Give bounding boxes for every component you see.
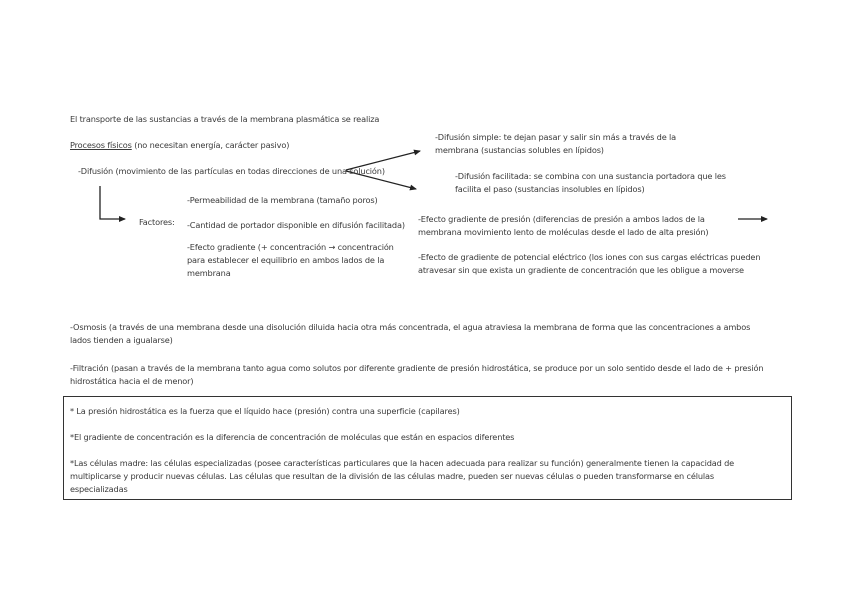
diffusion-text: -Difusión (movimiento de las partículas en todas direcciones de una solución) xyxy=(78,166,385,176)
simple-diffusion-text: -Difusión simple: te dejan pasar y salir sin más a través de la membrana (sustancias solubles en lípidos) xyxy=(435,132,677,155)
potential-gradient-text: -Efecto de gradiente de potencial eléctrico (los iones con sus cargas eléctricas pueden atravesar sin que exista un gradiente de concentración que les obligue a moverse xyxy=(418,252,761,275)
factors-label: Factores: xyxy=(139,217,175,227)
arrow-to-factors xyxy=(100,186,125,219)
filtration-text: -Filtración (pasan a través de la membrana tanto agua como solutos por diferente gradiente de presión hidrostática, se produce por un solo sentido desde el lado de + presión hidrostática hacia el de menor) xyxy=(70,363,764,386)
intro-text: El transporte de las sustancias a través de la membrana plasmática se realiza xyxy=(70,114,380,124)
definitions-box xyxy=(63,396,792,500)
osmosis-text: -Osmosis (a través de una membrana desde una disolución diluida hacia otra más concentrada, el agua atraviesa la membrana de forma que las concentraciones a ambos lados tienden a igualarse) xyxy=(70,322,751,345)
factor-item: -Efecto gradiente (+ concentración → concentración para establecer el equilibrio en ambos lados de la membrana xyxy=(187,242,394,278)
note-item: * La presión hidrostática es la fuerza que el líquido hace (presión) contra una superficie (capilares) xyxy=(70,406,460,416)
physical-processes-subtitle: (no necesitan energía, carácter pasivo) xyxy=(131,140,290,150)
facilitated-diffusion-text: -Difusión facilitada: se combina con una sustancia portadora que les facilita el paso (sustancias insolubles en lípidos) xyxy=(455,171,726,194)
note-item: *Las células madre: las células especializadas (posee características particulares que la hacen adecuada para realizar su función) generalmente tienen la capacidad de multiplicarse y producir nuevas células. Las células que resultan de la división de las células madre, pueden ser nuevas células o pueden transformarse en células especializadas xyxy=(70,458,735,494)
factor-item: -Cantidad de portador disponible en difusión facilitada) xyxy=(187,220,405,230)
factor-item: -Permeabilidad de la membrana (tamaño poros) xyxy=(187,195,378,205)
pressure-gradient-text: -Efecto gradiente de presión (diferencias de presión a ambos lados de la membrana movimiento lento de moléculas desde el lado de alta presión) xyxy=(418,214,709,237)
physical-processes-title: Procesos físicos xyxy=(70,140,132,150)
physical-processes-heading xyxy=(70,139,289,152)
note-item: *El gradiente de concentración es la diferencia de concentración de moléculas que están en espacios diferentes xyxy=(70,432,515,442)
